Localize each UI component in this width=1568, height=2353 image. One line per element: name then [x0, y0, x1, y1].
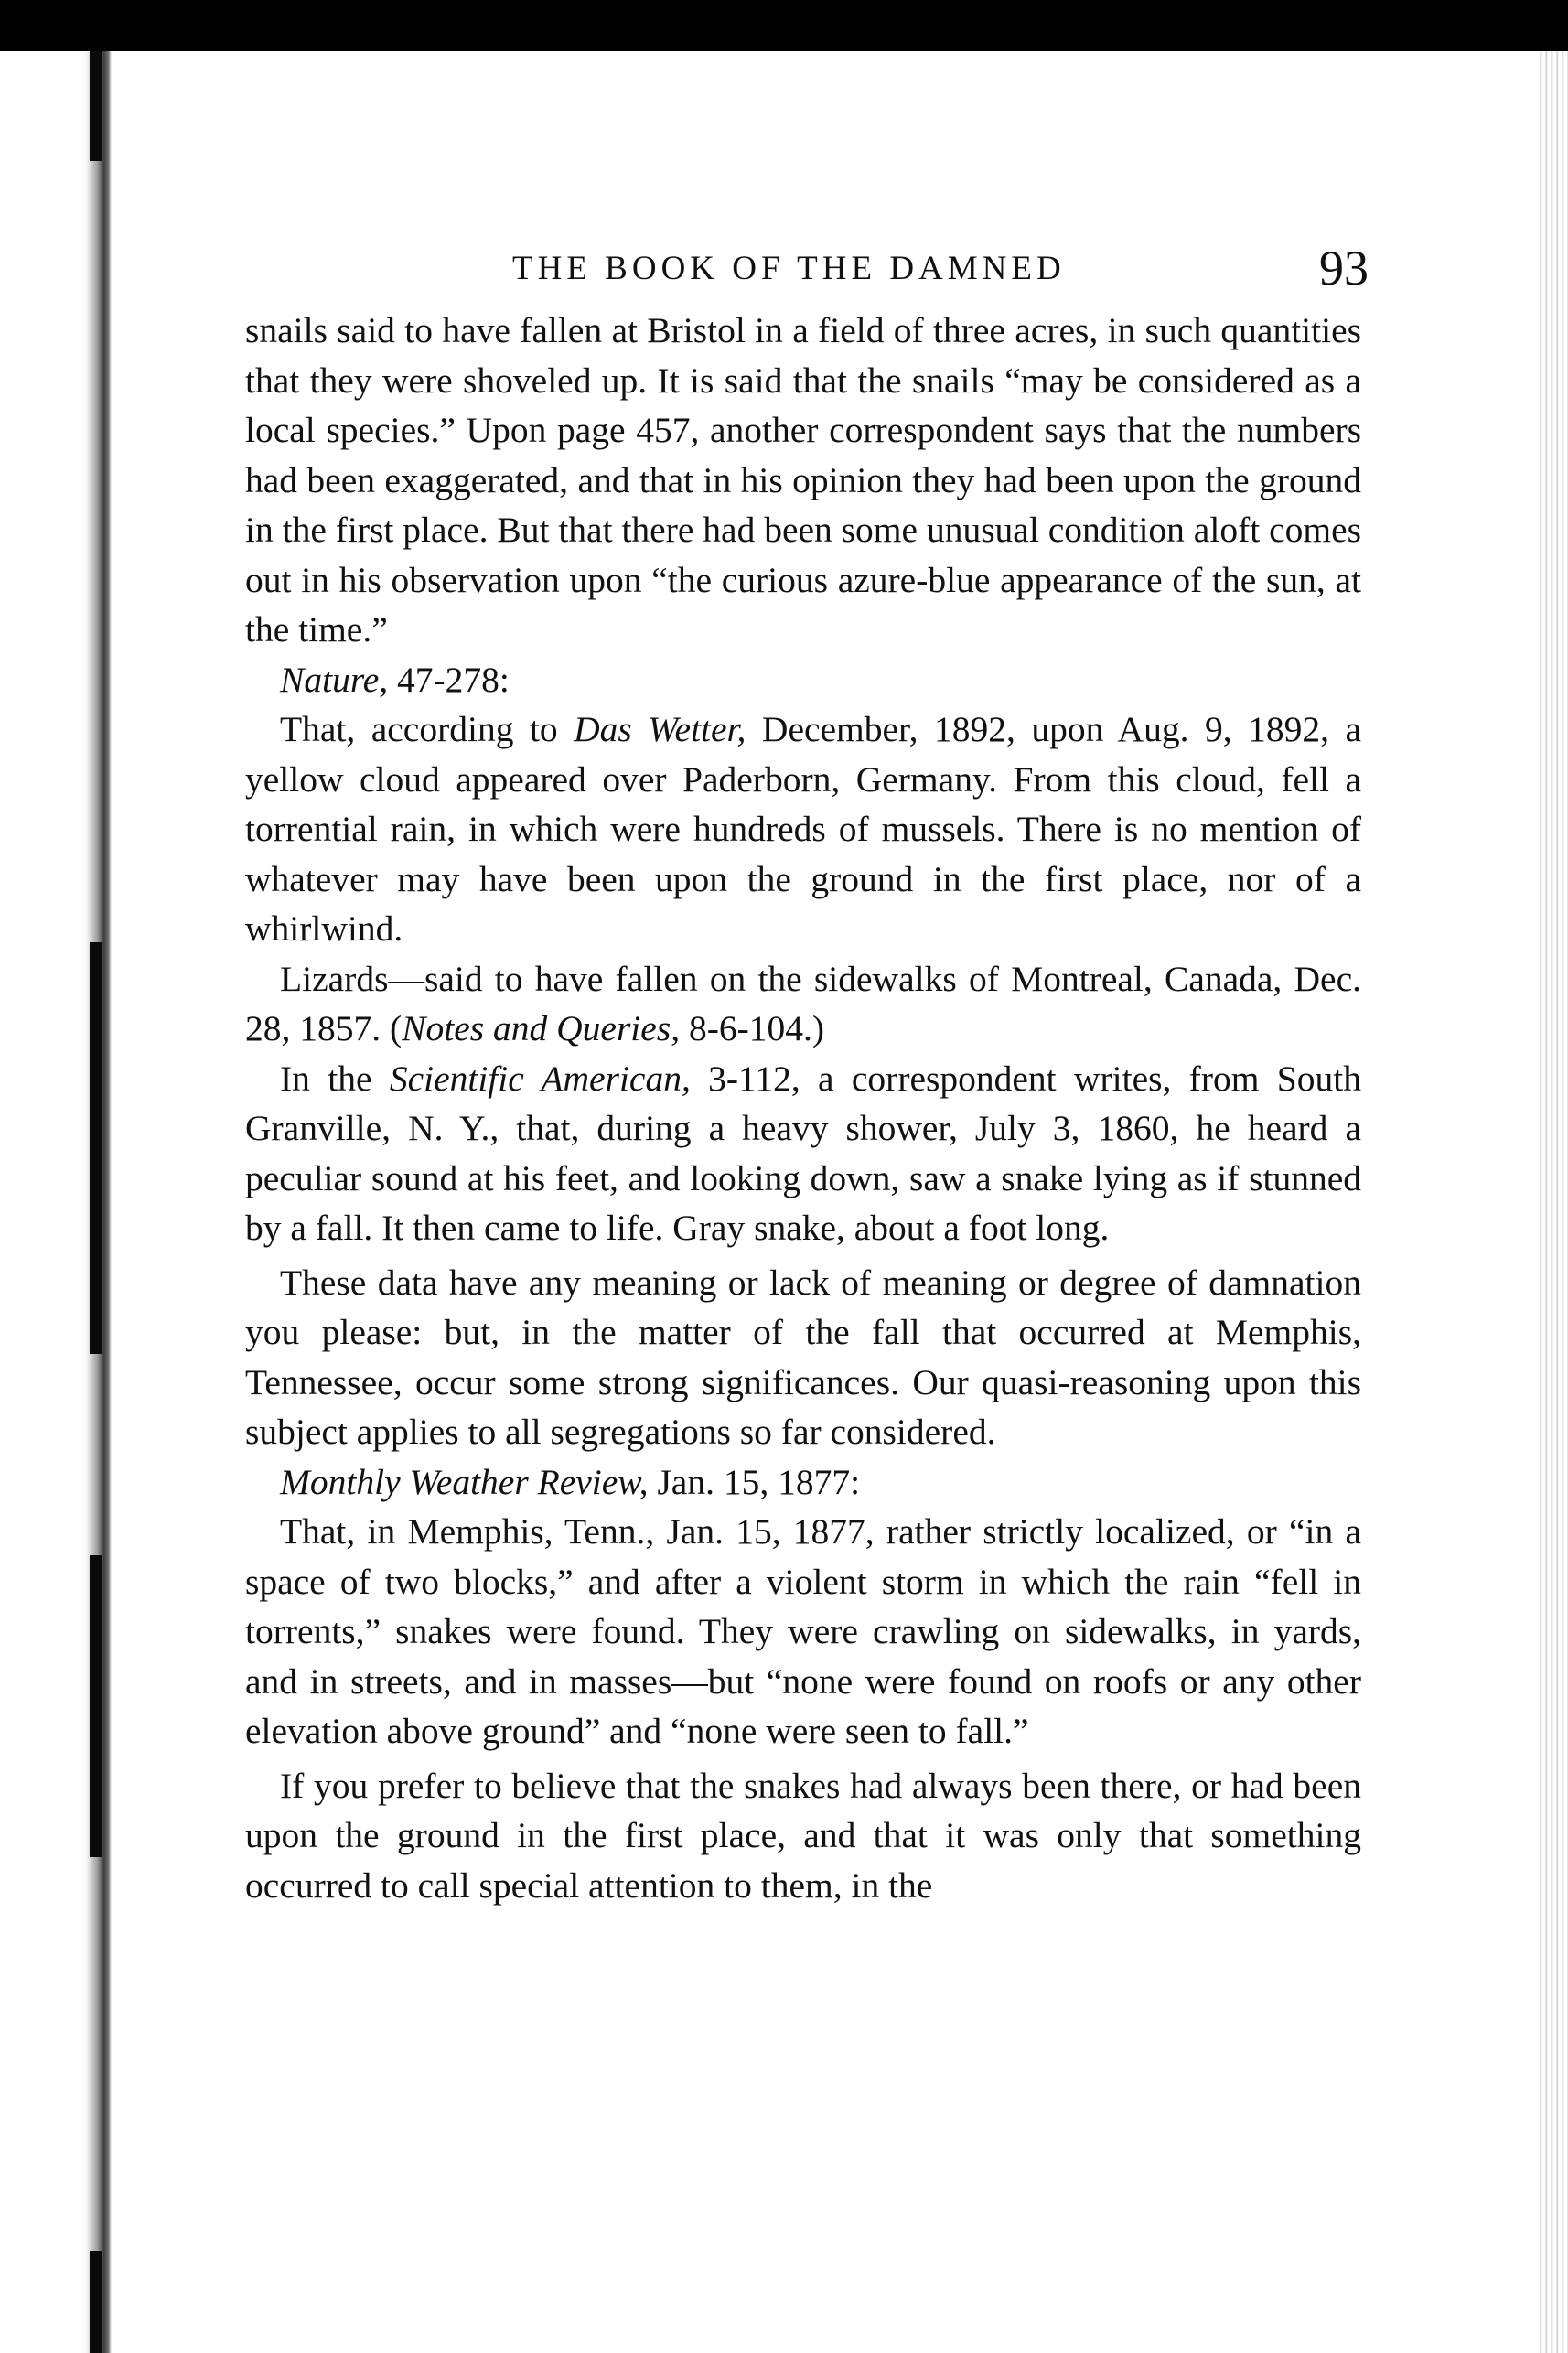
text-run: That, according to [280, 709, 575, 749]
text-run: 8-6-104.) [680, 1008, 825, 1048]
paragraph-lizards [245, 954, 1361, 1054]
paragraph-snake-granville [245, 1054, 1361, 1253]
citation-title: Scientific American, [389, 1058, 691, 1099]
spine-mark [90, 2251, 102, 2353]
citation-ref: Jan. 15, 1877: [648, 1461, 861, 1502]
text-run: 3-112, a correspondent writes, from South Granville, N. Y., that, during a heavy shower, July 3, 1860, he heard a peculiar sound at his feet, and looking down, saw a snake lying as if stunned by a fall. It then came to life. Gray snake, about a foot long. [245, 1058, 1361, 1248]
text-run: Lizards—said to have fallen on the sidewalks of Montreal, Canada, Dec. 28, 1857. ( [245, 958, 1361, 1048]
paragraph-paderborn [245, 704, 1361, 954]
text-run: In the [280, 1058, 390, 1099]
running-head: THE BOOK OF THE DAMNED [512, 250, 1066, 287]
body-text [245, 306, 1361, 1910]
paragraph-memphis-intro: These data have any meaning or lack of meaning or degree of damnation you please: but, in the matter of the fall that occurred at Memphis, Tennessee, occur some strong significances. Our quasi-reasoning upon this subject applies to all segregations so far considered. [245, 1262, 1361, 1452]
paragraph-memphis-snakes: That, in Memphis, Tenn., Jan. 15, 1877, rather strictly localized, or “in a space of two blocks,” and after a violent storm in which the rain “fell in torrents,” snakes were found. They were crawling on sidewalks, in yards, and in streets, and in masses—but “none were found on roofs or any other elevation above ground” and “none were seen to fall.” [245, 1511, 1361, 1751]
spine-mark [90, 51, 102, 161]
page-header [238, 240, 1369, 313]
citation-title: Monthly Weather Review, [280, 1461, 649, 1502]
citation-ref: 47-278: [388, 659, 510, 700]
citation-title: Das Wetter, [574, 709, 746, 749]
citation-monthly-weather-review [245, 1457, 1361, 1508]
page-number: 93 [1319, 241, 1369, 295]
citation-title: Notes and Queries, [402, 1008, 681, 1048]
spine-mark [90, 942, 102, 1354]
spine-mark [90, 1555, 102, 1857]
paragraph-belief: If you prefer to believe that the snakes had always been there, or had been upon the ground in the first place, and that it was only that something occurred to call special attention to them, in the [245, 1765, 1361, 1906]
scan-top-border [0, 0, 1568, 51]
text-run: December, 1892, upon Aug. 9, 1892, a yellow cloud appeared over Paderborn, Germany. From this cloud, fell a torrential rain, in which were hundreds of mussels. There is no mention of whatever may have been upon the ground in the first place, nor of a whirlwind. [245, 709, 1361, 949]
citation-nature [245, 655, 1361, 705]
citation-title: Nature, [280, 659, 389, 700]
page-edge-right [1537, 51, 1568, 2353]
paragraph-snails: snails said to have fallen at Bristol in a field of three acres, in such quantities that they were shoveled up. It is said that the snails “may be considered as a local species.” Upon page 457, another correspondent says that the numbers had been exaggerated, and that in his opinion they had been upon the ground in the first place. But that there had been some unusual condition aloft comes out in his observation upon “the curious azure-blue appearance of the sun, at the time.” [245, 310, 1361, 650]
